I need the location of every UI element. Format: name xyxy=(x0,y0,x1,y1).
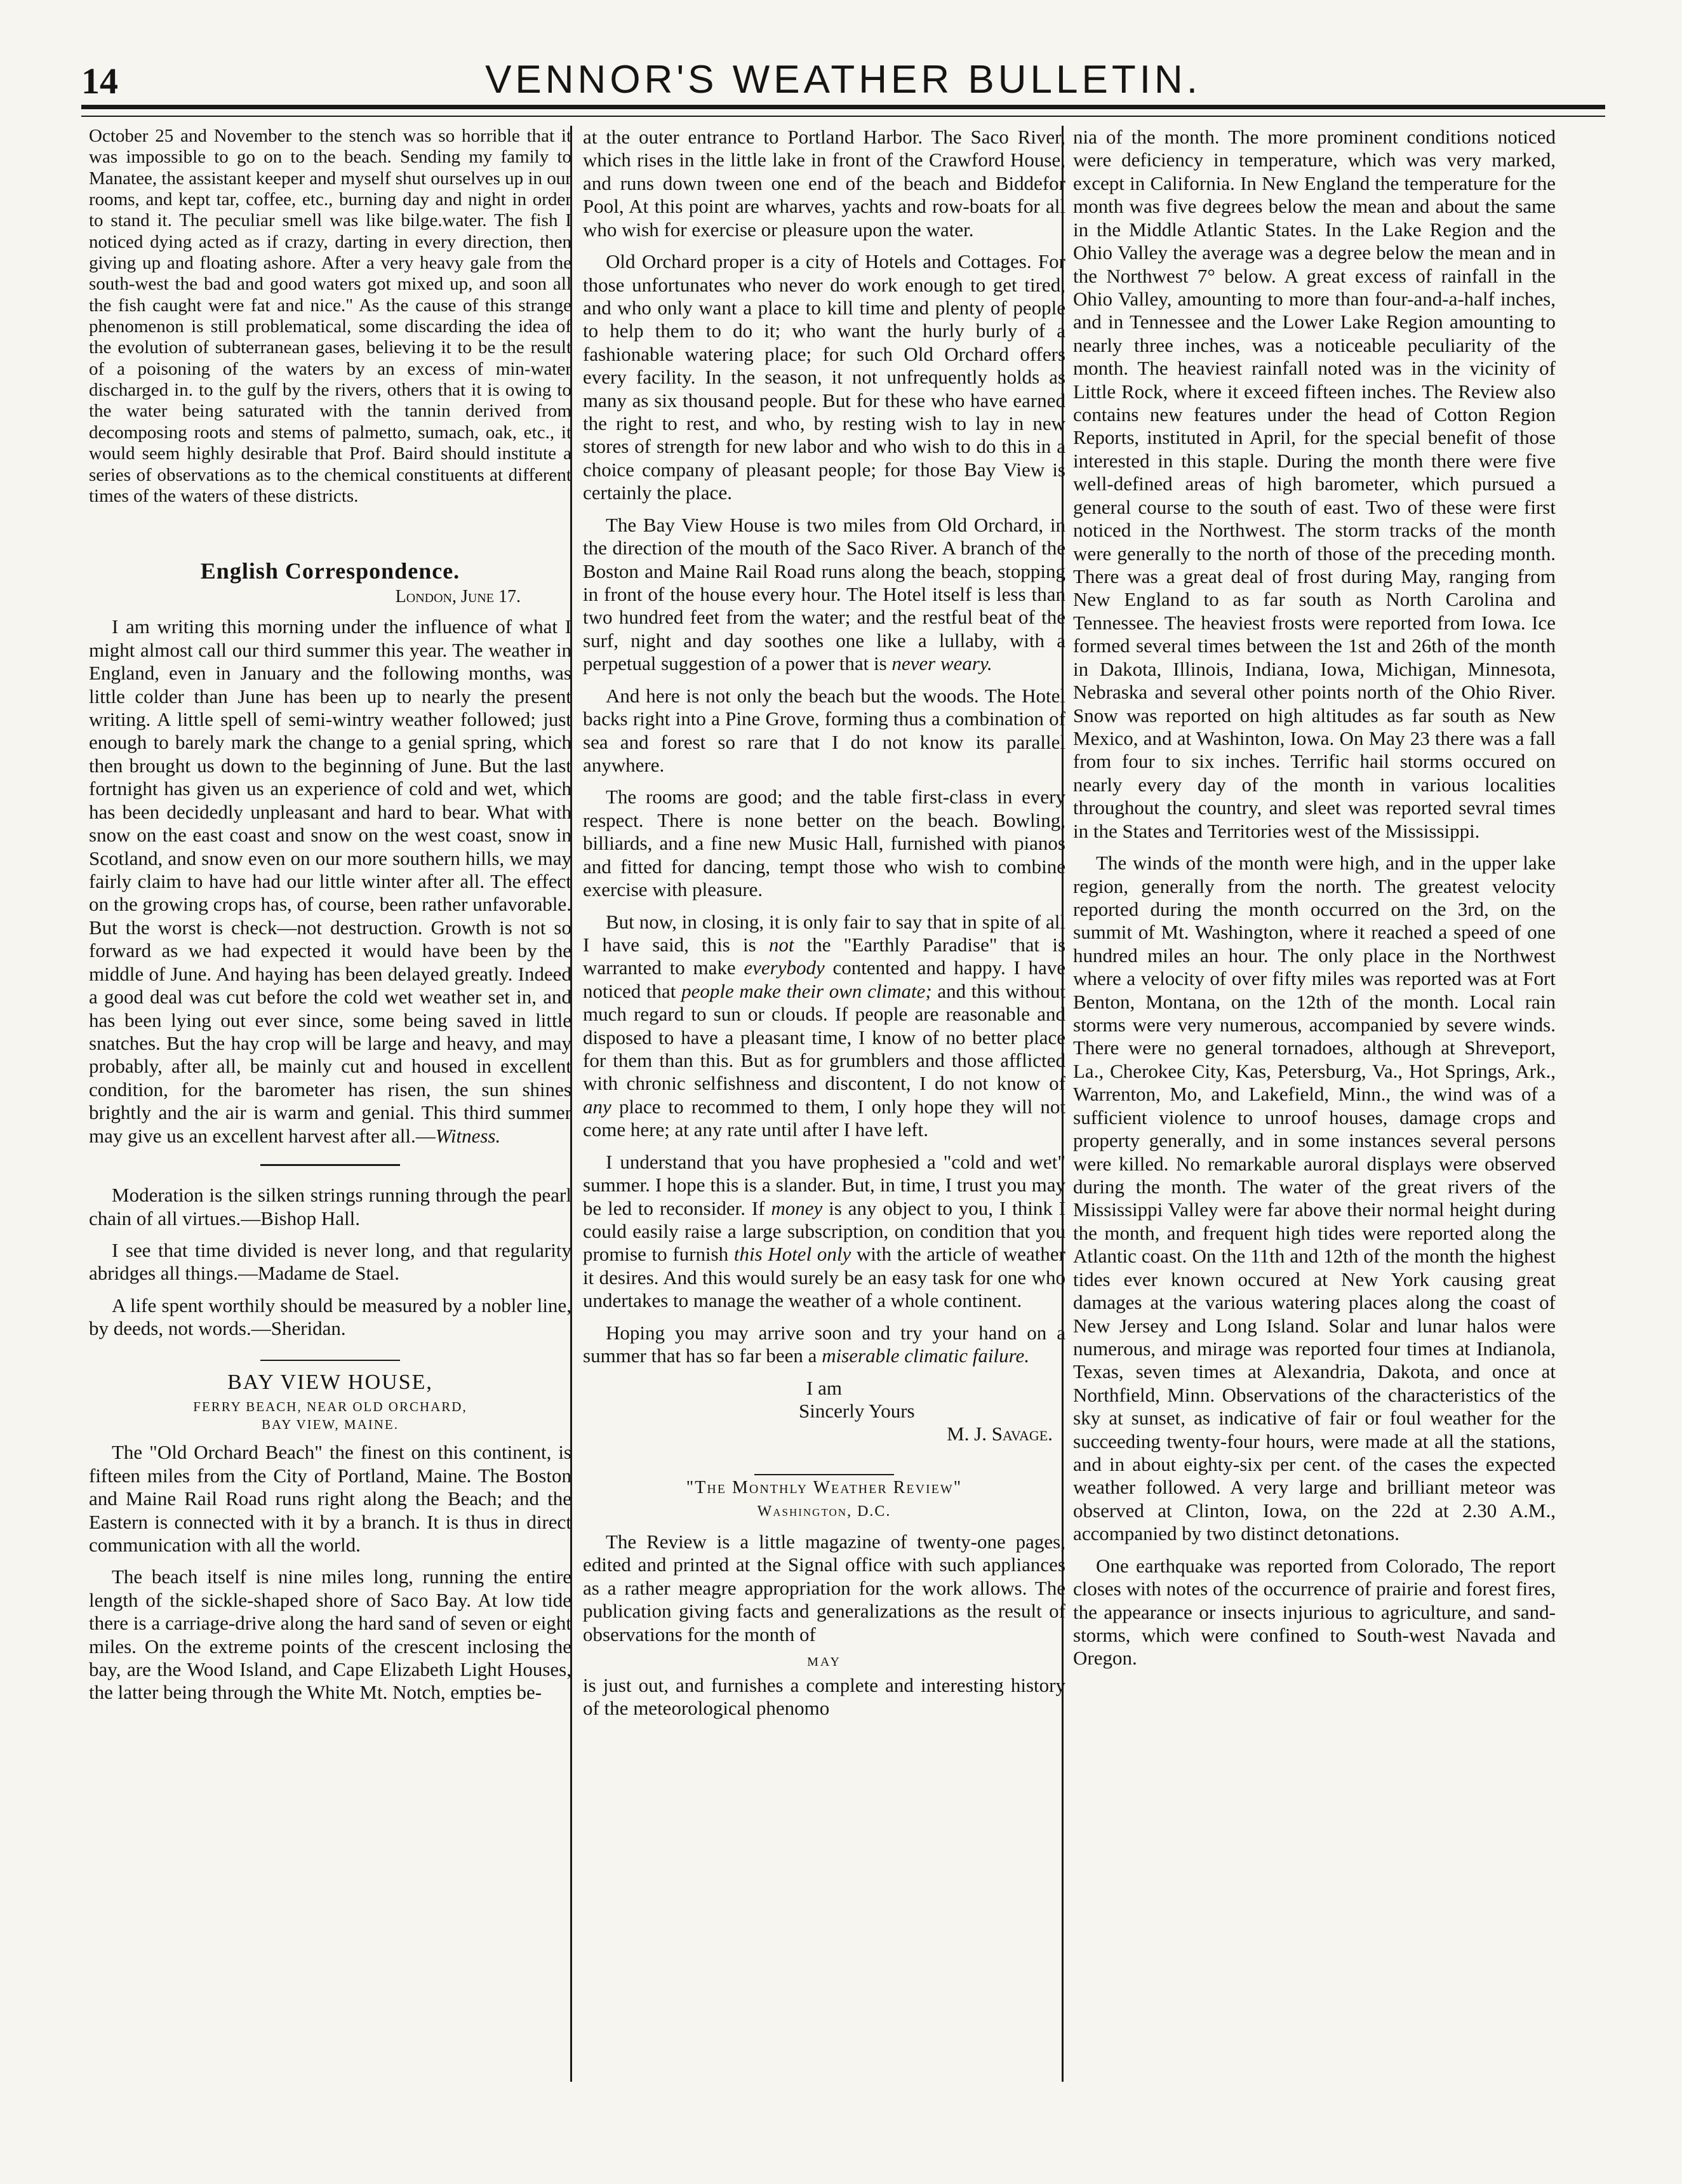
source-credit: Witness. xyxy=(435,1124,501,1147)
article-paragraph: One earthquake was reported from Colorado, The report closes with notes of the occurrence of prairie and forest fires, the appearance or insects injurious to agriculture, and sand-storms, which were confined to South-west Navada and Oregon. xyxy=(1073,1554,1556,1670)
article-paragraph: I understand that you have prophesied a "cold and wet" summer. I hope this is a slander. But, in time, I trust you may be led to reconsider. If money is any object to you, I think I could easily raise a large subscription, on condition that you promise to furnish this Hotel only with the article of weather it desires. And this would surely be an easy task for one who undertakes to manage the weather of a whole continent. xyxy=(583,1150,1066,1312)
article-paragraph: Hoping you may arrive soon and try your hand on a summer that has so far been a miserable climatic failure. xyxy=(583,1321,1065,1367)
article-paragraph: I am writing this morning under the influence of what I might almost call our third summer this year. The weather in England, even in January and the following months, was little colder than June has been up to nearly the present writing. A little spell of semi-wintry weather followed; just enough to barely mark the change to a genial spring, which then brought us down to the beginning of June. But the last fortnight has given us an experience of cold and wet, which has been decidedly unpleasant and hard to bear. What with snow on the east coast and snow on the west coast, snow in Scotland, and snow even on our more southern hills, we may fairly claim to have had our little winter after all. The effect on the growing crops has, of course, been rather unfavorable. But the worst is check—not destruction. Growth is not so forward as we had expected it would have been by the middle of June. And haying has been delayed greatly. Indeed a good deal was cut before the cold wet weather set in, and has been lying out ever since, some being saved in little snatches. But the hay crop will be large and heavy, and may probably, after all, be mainly cut and housed in excellent condition, for the barometer has risen, the sun shines brightly and the air is warm and genial. This third summer may give us an excellent harvest after all.—Witness. xyxy=(89,615,571,1147)
article-paragraph: The beach itself is nine miles long, running the entire length of the sickle-shaped shore of Saco Bay. At low tide there is a carriage-drive along the hard sand of seven or eight miles. On the extreme points of the crescent inclosing the bay, are the Wood Island, and Cape Elizabeth Light Houses, the latter being through the White Mt. Notch, empties be- xyxy=(89,1565,571,1704)
dateline: London, June 17. xyxy=(395,587,521,607)
column-2 xyxy=(583,126,1065,1729)
hotel-subtitle: FERRY BEACH, NEAR OLD ORCHARD, xyxy=(193,1398,467,1414)
header-rule-thin xyxy=(81,116,1605,117)
article-paragraph: But now, in closing, it is only fair to say that in spite of all I have said, this is not the "Earthly Paradise" that is warranted to make everybody contented and happy. I have noticed that people make their own climate; and this without much regard to sun or clouds. If people are reasonable and disposed to have a pleasant time, I know of no better place for them than this. But as for grumblers and those afflicted with chronic selfishness and discontent, I do not know of any place to recommed to them, I only hope they will not come here; at any rate until after I have left. xyxy=(583,910,1066,1141)
review-title: "The Monthly Weather Review" xyxy=(686,1477,963,1497)
page-number: 14 xyxy=(81,60,118,102)
article-paragraph: Old Orchard proper is a city of Hotels and Cottages. For those unfortunates who never do work enough to get tired, and who only want a place to kill time and plenty of people to help them to do it; who want the hurly burly of a fashionable watering place; for such Old Orchard offers every facility. In the season, it not unfrequently holds as many as six thousand people. But for these who have earned the right to rest, and who, by resting wish to lay in new stores of strength for new labor and who wish to do this in a choice company of pleasant people; for those Bay View is certainly the place. xyxy=(583,250,1065,504)
section-divider xyxy=(754,1468,894,1469)
article-paragraph: at the outer entrance to Portland Harbor. The Saco River, which rises in the little lake in front of the Crawford House, and runs down tween one end of the beach and Biddefor Pool, At this point are wharves, yachts and row-boats for all who wish for exercise or pleasure upon the water. xyxy=(583,126,1065,241)
article-paragraph: is just out, and furnishes a complete and interesting history of the meteorological phenomo xyxy=(583,1673,1065,1720)
quote: A life spent worthily should be measured by a nobler line, by deeds, not words.—Sheridan. xyxy=(89,1294,571,1340)
article-paragraph: The Review is a little magazine of twenty-one pages, edited and printed at the Signal office with such appliances as a rather meagre appropriation for the work allows. The publication giving facts and generalizations as the result of observations for the month of xyxy=(583,1531,1065,1645)
column-3 xyxy=(1073,126,1556,1679)
column-1 xyxy=(89,126,571,1713)
hotel-title: BAY VIEW HOUSE, xyxy=(227,1370,433,1394)
section-divider xyxy=(260,1164,400,1166)
quote: Moderation is the silken strings running through the pearl chain of all virtues.—Bishop Hall. xyxy=(89,1184,571,1229)
article-paragraph: The "Old Orchard Beach" the finest on this continent, is fifteen miles from the City of Portland, Maine. The Boston and Maine Rail Road runs right along the Beach; and the Eastern is connected with it by a branch. It is thus in direct communication with all the world. xyxy=(89,1441,571,1556)
page-title: VENNOR'S WEATHER BULLETIN. xyxy=(485,58,1201,102)
hotel-subtitle: BAY VIEW, MAINE. xyxy=(262,1416,399,1432)
article-paragraph: And here is not only the beach but the woods. The Hotel backs right into a Pine Grove, forming thus a combination of sea and forest so rare that I do not know its parallel anywhere. xyxy=(583,684,1065,776)
header-rule-thick xyxy=(81,105,1605,109)
signature-line: I am xyxy=(806,1376,842,1399)
article-paragraph: The rooms are good; and the table first-class in every respect. There is none better on the beach. Bowling, billiards, and a fine new Music Hall, furnished with pianos and fitted for dancing, tempt those who wish to combine exercise with pleasure. xyxy=(583,786,1065,901)
signature-line: Sincerly Yours xyxy=(799,1399,915,1422)
month-label: MAY xyxy=(807,1655,841,1670)
article-paragraph: The Bay View House is two miles from Old Orchard, in the direction of the mouth of the Saco River. A branch of the Boston and Maine Rail Road runs along the beach, stopping in front of the house every hour. The Hotel itself is less than two hundred feet from the water; and the restful beat of the surf, night and day soothes one like a lullaby, with a perpetual suggestion of a power that is never weary. xyxy=(583,513,1065,675)
article-paragraph: nia of the month. The more prominent conditions noticed were deficiency in temperature, which was very marked, except in California. In New England the temperature for the month was five degrees below the mean and about the same in the Middle Atlantic States. In the Lake Region and the Ohio Valley the average was a degree below the mean and in the Northwest 7° below. A great excess of rainfall in the Ohio Valley, amounting to more than four-and-a-half inches, and in Tennessee and the Lower Lake Region amounting to nearly three inches, was a noticeable peculiarity of the month. The heaviest rainfall noted was in the vicinity of Little Rock, where it exceed fifteen inches. The Review also contains new features under the head of Cotton Region Reports, instituted in April, for the special benefit of those interested in this staple. During the month there were five well-defined areas of high barometer, which pursued a general course to the south of east. Two of these were first noticed in the Northwest. The storm tracks of the month were generally to the north of those of the preceding month. There was a great deal of frost during May, ranging from New England to as far south as North Carolina and Tennessee. The heaviest frosts were reported from Iowa. Ice formed several times between the 1st and 26th of the month in Dakota, Illinois, Indiana, Iowa, Michigan, Minnesota, Nebraska and several other points north of the Ohio River. Snow was reported on high altitudes as far south as New Mexico, and at Washinton, Iowa. On May 23 there was a fall from four to six inches. Terrific hail storms occured on nearly every day of the month in various localities throughout the country, and sleet was reported sevral times in the States and Territories west of the Mississippi. xyxy=(1073,126,1556,842)
article-paragraph: October 25 and November to the stench was so horrible that it was impossible to go on to the beach. Sending my family to Manatee, the assistant keeper and myself shut ourselves up in our rooms, and kept tar, coffee, etc., burning day and night in order to stand it. The peculiar smell was like bilge.water. The fish I noticed dying acted as if crazy, darting in every direction, then giving up and floating ashore. After a very heavy gale from the south-west the bad and good waters got mixed up, and soon all the fish caught were fat and nice." As the cause of this strange phenomenon is still problematical, some discarding the idea of the evolution of subterranean gases, believing it to be the result of a poisoning of the waters by an excess of min-water discharged in. to the gulf by the rivers, others that it is owing to the water being saturated with the tannin derived from decomposing roots and stems of palmetto, sumach, oak, etc., it would seem highly desirable that Prof. Baird should institute a series of observations as to the chemical constituents at different times of the waters of these districts. xyxy=(89,126,571,506)
signature-name: M. J. Savage. xyxy=(947,1423,1053,1445)
article-paragraph: The winds of the month were high, and in the upper lake region, generally from the north. The greatest velocity reported during the month occurred on the 3rd, on the summit of Mt. Washington, where it reached a speed of one hundred miles an hour. The only place in the Northwest where a velocity of over fifty miles was reported was at Fort Benton, Montana, on the 12th of the month. Local rain storms were very numerous, accompanied by severe winds. There were no general tornadoes, although at Shreveport, La., Cherokee City, Kas, Petersburg, Va., Hot Springs, Ark., Warrenton, Mo, and Lakefield, Minn., the wind was of a sufficient violence to unroof houses, damage crops and property generally, and in some instances several persons were killed. No remarkable auroral displays were observed during the month. The water of the great rivers of the Mississippi Valley were far above their normal height during the month, and frequent high tides were reported along the Atlantic coast. On the 11th and 12th of the month the highest tides ever known occured at New York causing great damages at the various watering places along the coast of New Jersey and Long Island. Solar and lunar halos were numerous, and mirage was reported four times at Indianola, Texas, seven times at Alexandria, Dakota, and once at Northfield, Minn. Observations of the characteristics of the sky at sunset, as indicative of fair or foul weather for the succeeding twenty-four hours, were made at all the stations, and in about eighty-six per cent. of the cases the expected weather followed. A very large and brilliant meteor was observed at Clinton, Iowa, on the 22d at 2.30 A.M., accompanied by two distinct detonations. xyxy=(1073,852,1556,1545)
section-heading: English Correspondence. xyxy=(200,558,460,584)
quote: I see that time divided is never long, and that regularity abridges all things.—Madame de Stael. xyxy=(89,1238,571,1285)
section-divider xyxy=(260,1353,400,1355)
review-place: Washington, D.C. xyxy=(757,1503,891,1520)
page-header xyxy=(81,44,1605,114)
